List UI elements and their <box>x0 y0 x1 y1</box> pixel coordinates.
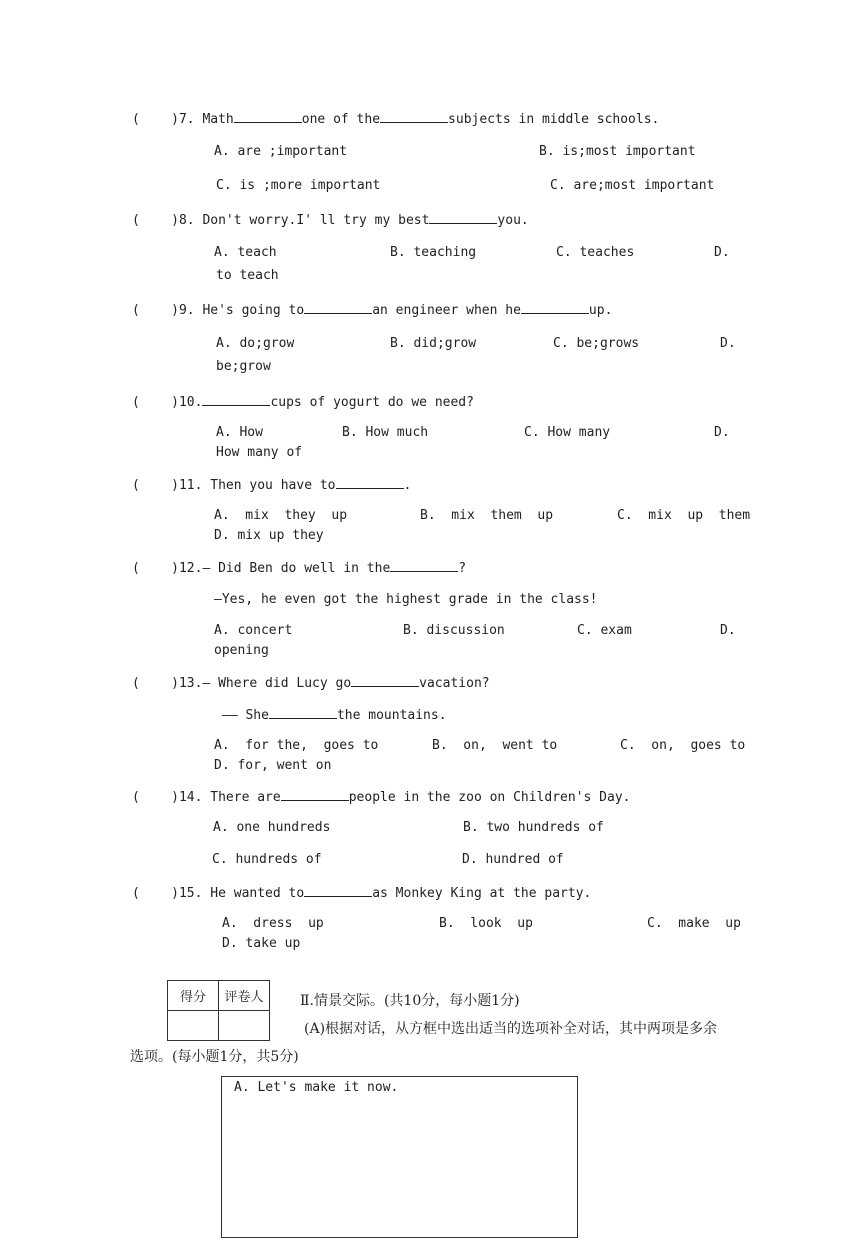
option-a: A. mix they up <box>214 508 348 523</box>
answer-blank <box>202 392 270 406</box>
answer-blank <box>336 475 404 489</box>
section-instruction-cont: 选项。(每小题1分，共5分) <box>130 1049 299 1065</box>
question-14: ( )14. There are people in the zoo on Children's Day. <box>132 787 630 807</box>
answer-paren: ( ) <box>132 478 179 493</box>
grader-cell[interactable] <box>219 1011 270 1041</box>
answer-paren: ( ) <box>132 112 179 127</box>
option-d-wrap: How many of <box>216 445 303 460</box>
answer-blank <box>351 673 419 687</box>
answer-blank <box>521 300 589 314</box>
score-table <box>167 980 270 1041</box>
answer-paren: ( ) <box>132 790 179 805</box>
option-c: C. make up <box>647 916 741 931</box>
option-a: A. for the, goes to <box>214 738 379 753</box>
option-c: C. How many <box>524 425 611 440</box>
option-c: C. hundreds of <box>212 852 322 867</box>
grader-header: 评卷人 <box>219 981 270 1011</box>
dialogue-reply: —Yes, he even got the highest grade in the class! <box>214 592 598 607</box>
option-b: B. two hundreds of <box>463 820 604 835</box>
question-13: ( )13.— Where did Lucy go vacation? <box>132 673 490 693</box>
answer-paren: ( ) <box>132 561 179 576</box>
option-d: D. <box>714 245 730 260</box>
answer-paren: ( ) <box>132 676 179 691</box>
option-b: B. look up <box>439 916 533 931</box>
option-d-wrap: to teach <box>216 268 279 283</box>
option-a: A. one hundreds <box>213 820 331 835</box>
option-d: D. <box>720 336 736 351</box>
option-c: C. on, goes to <box>620 738 746 753</box>
option-c: C. mix up them <box>617 508 751 523</box>
option-d: D. <box>720 623 736 638</box>
answer-paren: ( ) <box>132 886 179 901</box>
option-a: A. are ;important <box>214 144 348 159</box>
option-a: A. concert <box>214 623 293 638</box>
question-7: ( )7. Math one of the subjects in middle schools. <box>132 109 659 129</box>
score-header: 得分 <box>168 981 219 1011</box>
option-d: D. take up <box>222 936 301 951</box>
question-9: ( )9. He's going to an engineer when he up. <box>132 300 612 320</box>
question-8: ( )8. Don't worry.I' ll try my best you. <box>132 210 529 230</box>
answer-blank <box>269 705 337 719</box>
question-10: ( )10. cups of yogurt do we need? <box>132 392 474 412</box>
answer-blank <box>380 109 448 123</box>
option-d-wrap: opening <box>214 643 269 658</box>
answer-paren: ( ) <box>132 213 179 228</box>
answer-blank <box>304 300 372 314</box>
answer-blank <box>234 109 302 123</box>
option-a: A. How <box>216 425 263 440</box>
box-option-a: A. Let's make it now. <box>234 1080 399 1095</box>
option-d: C. are;most important <box>550 178 715 193</box>
option-c: C. be;grows <box>553 336 640 351</box>
answer-blank <box>429 210 497 224</box>
option-b: B. mix them up <box>420 508 554 523</box>
option-c: C. is ;more important <box>216 178 381 193</box>
answer-paren: ( ) <box>132 303 179 318</box>
option-a: A. teach <box>214 245 277 260</box>
question-15: ( )15. He wanted to as Monkey King at the party. <box>132 883 591 903</box>
dialogue-reply: —— She the mountains. <box>222 705 447 725</box>
answer-paren: ( ) <box>132 395 179 410</box>
option-d: D. hundred of <box>462 852 564 867</box>
option-d: D. for, went on <box>214 758 332 773</box>
question-11: ( )11. Then you have to . <box>132 475 411 495</box>
option-b: B. did;grow <box>390 336 477 351</box>
section-title: Ⅱ.情景交际。(共10分，每小题1分) <box>300 993 520 1009</box>
option-b: B. is;most important <box>539 144 696 159</box>
question-12: ( )12.— Did Ben do well in the ? <box>132 558 466 578</box>
option-a: A. do;grow <box>216 336 295 351</box>
option-b: B. How much <box>342 425 429 440</box>
answer-blank <box>304 883 372 897</box>
option-a: A. dress up <box>222 916 324 931</box>
option-c: C. teaches <box>556 245 635 260</box>
option-d: D. <box>714 425 730 440</box>
answer-blank <box>281 787 349 801</box>
option-b: B. discussion <box>403 623 505 638</box>
score-cell[interactable] <box>168 1011 219 1041</box>
option-b: B. teaching <box>390 245 477 260</box>
option-c: C. exam <box>577 623 632 638</box>
section-instruction: (A)根据对话，从方框中选出适当的选项补全对话，其中两项是多余 <box>304 1021 718 1037</box>
options-box <box>221 1076 578 1238</box>
option-d: D. mix up they <box>214 528 324 543</box>
option-b: B. on, went to <box>432 738 558 753</box>
option-d-wrap: be;grow <box>216 359 271 374</box>
answer-blank <box>390 558 458 572</box>
